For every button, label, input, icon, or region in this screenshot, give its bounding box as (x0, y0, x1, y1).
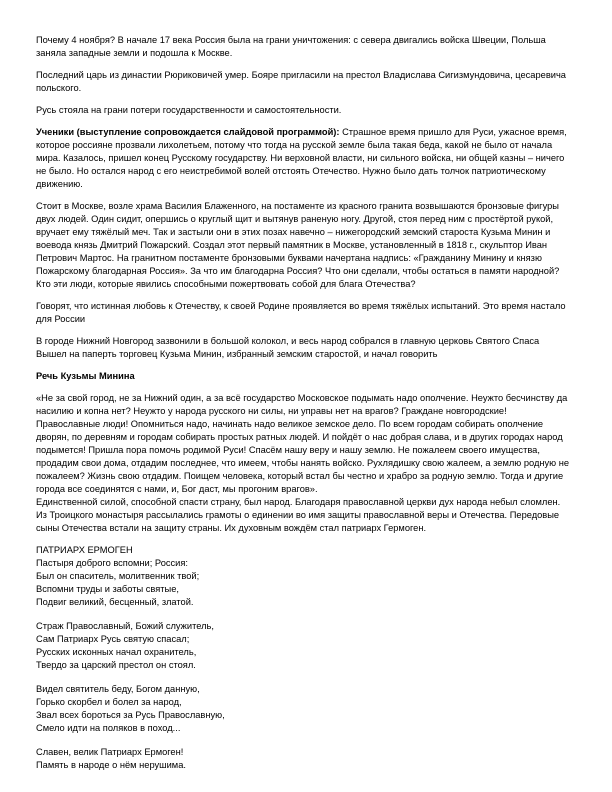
speech-paragraph: «Не за свой город, не за Нижний один, а за всё государство Московское подымать надо ополчение. Неужто бесчинству да насилию и копна нет? Неужто у народа русского ни силы, ни управы нет на врагов? Граждане новгородские! Православные люди! Опомниться надо, начинать надо великое земское дело. По всем городам собирать ополчение дворян, по деревням и городам собирать простых ратных людей. И пойдёт о нас добрая слава, и в других городах народ подымется! Пришла пора помочь родимой Руси! Спасём нашу веру и нашу землю. Не пожалеем своего имущества, продадим свои дома, отдадим последнее, что имеем, чтобы нанять войско. Рухлядишку свою жалеем, а землю родную не пожалеем? Жизнь свою отдадим. Поищем человека, который встал бы честно и храбро за родную землю. Тогда и другие города все соединятся с нами, и, Бог даст, мы прогоним врагов». (36, 393, 570, 494)
poem-line: Русских исконных начал охранитель, (36, 647, 197, 657)
love-paragraph: Говорят, что истинная любовь к Отечеству, к своей Родине проявляется во время тяжёлых испытаний. Это время настало для России (36, 301, 566, 324)
intro-paragraph-2: Последний царь из династии Рюриковичей умер. Бояре пригласили на престол Владислава Сигизмундовича, цесаревича польского. (36, 70, 566, 93)
poem-line: Память в народе о нём нерушима. (36, 760, 186, 770)
poem-line: Пастыря доброго вспомни; Россия: (36, 558, 188, 568)
poem-line: Видел святитель беду, Богом данную, (36, 684, 200, 694)
poem-line: Был он спаситель, молитвенник твой; (36, 571, 200, 581)
poem-line: Страж Православный, Божий служитель, (36, 621, 214, 631)
monument-paragraph: Стоит в Москве, возле храма Василия Блаженного, на постаменте из красного гранита возвышаются бронзовые фигуры двух людей. Один сидит, опершись о круглый щит и вытянув раненую ногу. Другой, стоя перед ним с простёртой рукой, вручает ему тяжёлый меч. Так и застыли они в этих позах навечно – нижегородский земский староста Кузьма Минин и воевода князь Дмитрий Пожарский. Создал этот первый памятник в Москве, установленный в 1818 г., скульптор Иван Петрович Мартос. На гранитном постаменте бронзовыми буквами начертана надпись: «Гражданину Минину и князю Пожарскому благодарная Россия». За что им благодарна Россия? Что они сделали, чтобы остаться в памяти народной? Кто эти люди, которые явились способными пожертвовать собой для блага Отечества? (36, 201, 560, 289)
poem-stanza (36, 683, 572, 735)
poem-line: Подвиг великий, бесценный, златой. (36, 597, 194, 607)
nizhny-paragraph: В городе Нижний Новгород зазвонили в большой колокол, и весь народ собрался в главную церковь Святого Спаса Вышел на паперть торговец Кузьма Минин, избранный земским старостой, и начал говорить (36, 336, 540, 359)
poem-stanza (36, 620, 572, 672)
poem-line: Твердо за царский престол он стоял. (36, 660, 196, 670)
students-paragraph (36, 126, 572, 191)
poem-line: Славен, велик Патриарх Ермоген! (36, 747, 184, 757)
poem-stanza (36, 746, 572, 772)
students-lead: Ученики (выступление сопровождается слайдовой программой): (36, 127, 340, 137)
poem-stanza (36, 557, 572, 609)
poem-line: Сам Патриарх Русь святую спасал; (36, 634, 190, 644)
poem-title: ПАТРИАРХ ЕРМОГЕН (36, 545, 133, 555)
intro-paragraph-3: Русь стояла на грани потери государственности и самостоятельности. (36, 105, 342, 115)
speech-heading: Речь Кузьмы Минина (36, 371, 135, 381)
poem-line: Вспомни труды и заботы святые, (36, 584, 179, 594)
poem-line: Горько скорбел и болел за народ, (36, 697, 182, 707)
students-text: Страшное время пришло для Руси, ужасное время, которое россияне прозвали лихолетьем, потому что тогда на русской земле была такая беда, какой не было от начала мира. Казалось, пришел конец Русскому государству. Ни верховной власти, ни сильного войска, ни общей казны – ничего не было. Но остался народ с его неистребимой волей отстоять Отечество. Нужно было дать толчок патриотическому движению. (36, 127, 567, 189)
unity-paragraph: Единственной силой, способной спасти страну, был народ. Благодаря православной церкви дух народа небыл сломлен. Из Троицкого монастыря рассылались грамоты о единении во имя защиты православной веры и Отечества. Передовые сыны Отечества встали на защиту страны. Их духовным вождём стал патриарх Гермоген. (36, 497, 561, 533)
poem-line: Звал всех бороться за Русь Православную, (36, 710, 225, 720)
intro-paragraph-1: Почему 4 ноября? В начале 17 века Россия была на грани уничтожения: с севера двигались войска Швеции, Польша заняла западные земли и подошла к Москве. (36, 35, 546, 58)
poem-line: Смело идти на поляков в поход... (36, 723, 181, 733)
